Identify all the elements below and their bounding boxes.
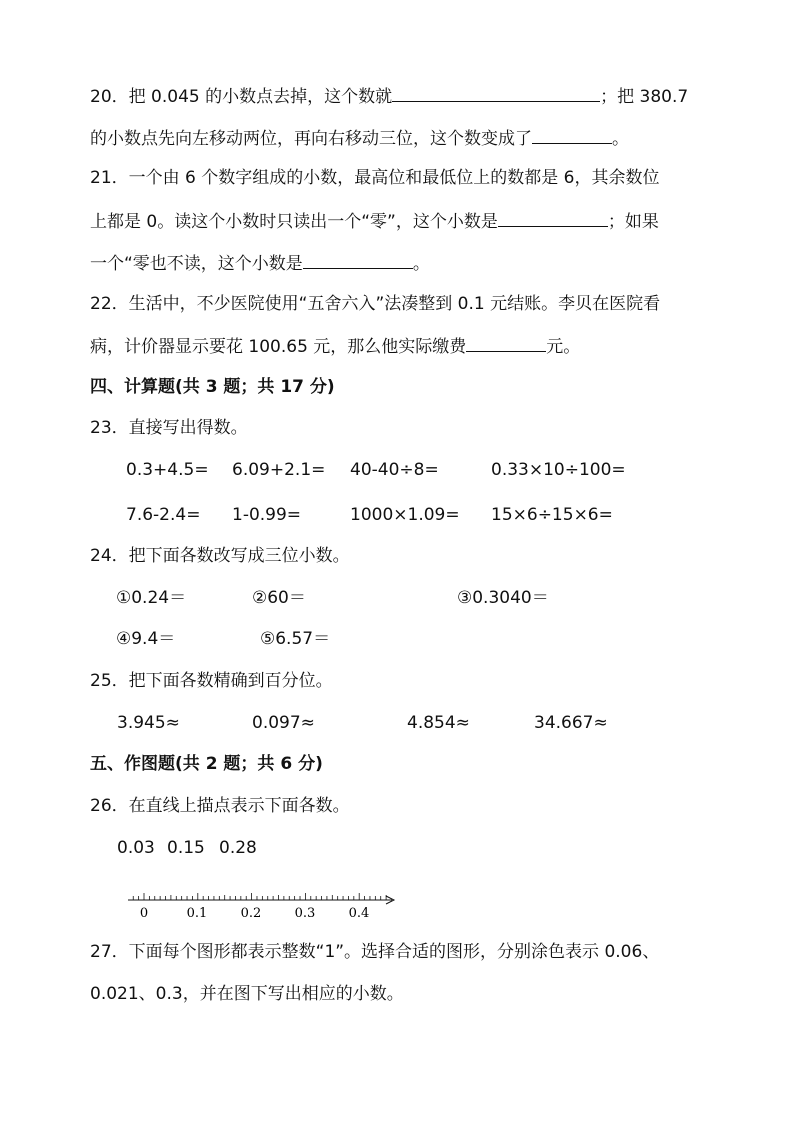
q24-item-1: ①0.24＝ [116,588,187,608]
q24-item-4: ④9.4＝ [116,629,176,649]
q24-item-3: ③0.3040＝ [457,588,549,608]
q27-line-2: 0.021、0.3，并在图下写出相应的小数。 [90,984,404,1004]
q24-item-2: ②60＝ [252,588,306,608]
axis-label-0-3: 0.3 [294,906,316,921]
q20-text-2: ；把 380.7 [600,87,689,107]
section-4-heading: 四、计算题(共 3 题；共 17 分) [90,377,335,397]
q21-text-3: 一个“零也不读，这个小数是 [90,254,303,274]
q26-number-2: 0.15 [167,838,205,858]
axis-label-0: 0 [139,906,149,921]
q20-text-4: 。 [612,129,629,149]
q21-text-2: ；如果 [607,212,659,232]
q21-text-1: 上都是 0。读这个小数时只读出一个“零”，这个小数是 [90,212,498,232]
q22-line-2 [90,333,580,359]
q20-text-3: 的小数点先向左移动两位，再向右移动三位，这个数变成了 [90,129,532,149]
axis-label-0-4: 0.4 [348,906,370,921]
q21-line-3 [90,250,430,276]
q23-item-8: 15×6÷15×6= [491,505,613,525]
axis-label-0-2: 0.2 [240,906,262,921]
q21-line-2 [90,208,659,234]
number-line[interactable] [120,884,410,924]
q20-answer-blank-2[interactable] [532,125,612,144]
q20-answer-blank-1[interactable] [392,83,600,102]
q21-answer-blank-2[interactable] [303,250,413,269]
q22-text-2: 元。 [546,337,581,357]
q23-item-1: 0.3+4.5= [126,460,209,480]
q20-text-1: 20．把 0.045 的小数点去掉，这个数就 [90,87,393,107]
q27-line-1: 27．下面每个图形都表示整数“1”。选择合适的图形，分别涂色表示 0.06、 [90,942,660,962]
q25-item-4: 34.667≈ [534,713,608,733]
q25-item-2: 0.097≈ [252,713,315,733]
q20-line-2 [90,125,629,151]
q24-title: 24．把下面各数改写成三位小数。 [90,546,350,566]
q21-text-4: 。 [412,254,430,274]
section-5-heading: 五、作图题(共 2 题；共 6 分) [90,754,323,774]
axis-label-0-1: 0.1 [186,906,208,921]
q23-item-7: 1000×1.09= [350,505,460,525]
q23-item-3: 40-40÷8= [350,460,439,480]
q23-item-4: 0.33×10÷100= [491,460,626,480]
q26-title: 26．在直线上描点表示下面各数。 [90,796,350,816]
q25-item-1: 3.945≈ [117,713,180,733]
q25-title: 25．把下面各数精确到百分位。 [90,671,333,691]
q21-answer-blank-1[interactable] [498,208,608,227]
q24-item-5: ⑤6.57＝ [260,629,331,649]
q23-item-2: 6.09+2.1= [232,460,326,480]
q26-number-3: 0.28 [219,838,257,858]
q23-item-6: 1-0.99= [232,505,302,525]
q21-line-1: 21．一个由 6 个数字组成的小数，最高位和最低位上的数都是 6，其余数位 [90,168,660,188]
q23-title: 23．直接写出得数。 [90,418,248,438]
number-line-ticks [133,893,386,900]
q20-line-1 [90,83,688,109]
q23-item-5: 7.6-2.4= [126,505,201,525]
q22-text-1: 病，计价器显示要花 100.65 元，那么他实际缴费 [90,337,467,357]
q22-answer-blank[interactable] [466,333,546,352]
q22-line-1: 22．生活中，不少医院使用“五舍六入”法凑整到 0.1 元结账。李贝在医院看 [90,294,661,314]
q25-item-3: 4.854≈ [407,713,470,733]
q26-number-1: 0.03 [117,838,155,858]
